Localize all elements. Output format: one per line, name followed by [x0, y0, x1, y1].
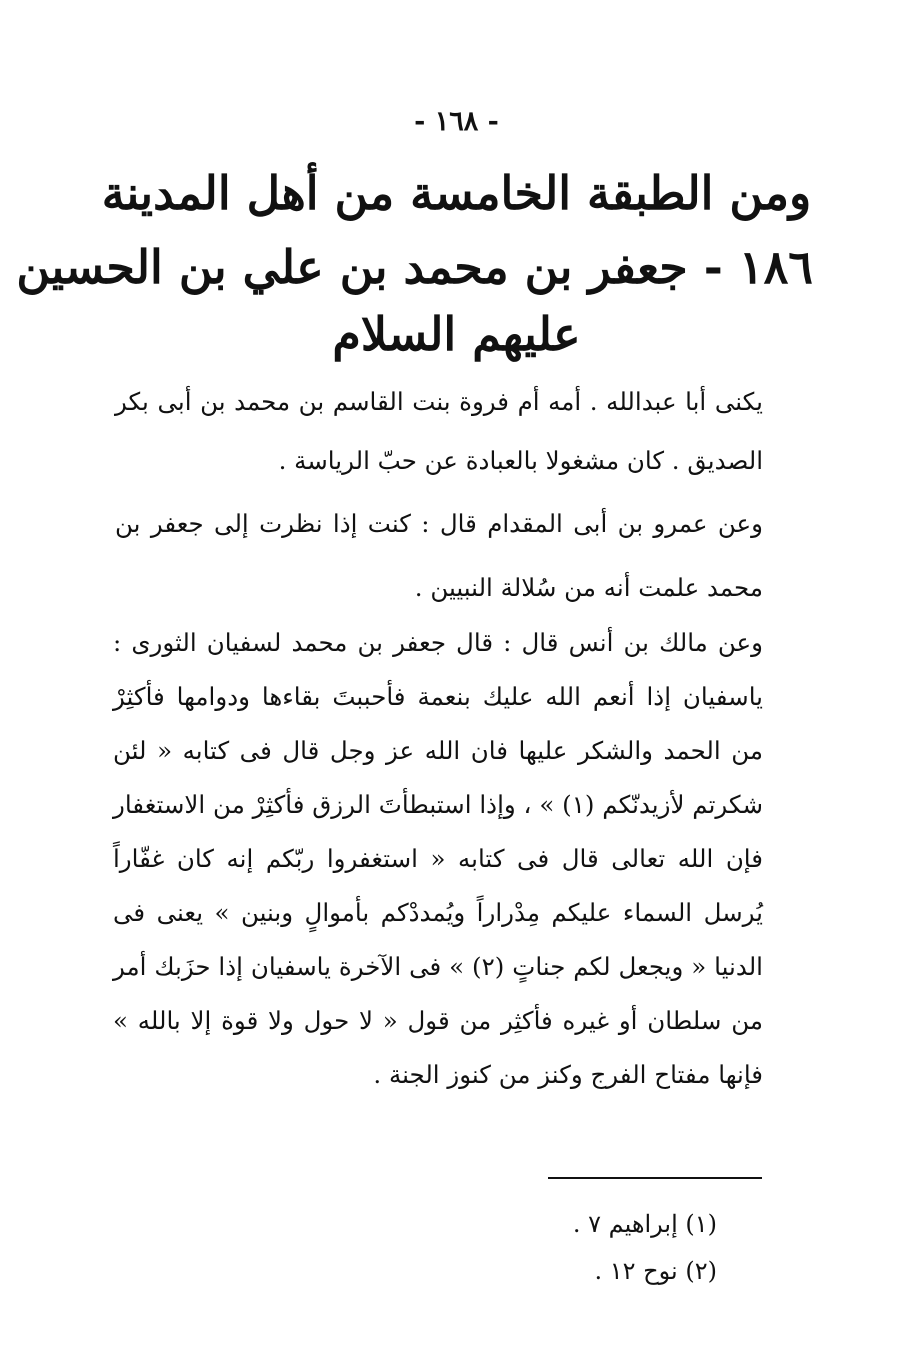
page-number: - ١٦٨ -	[414, 106, 499, 137]
section-heading: ومن الطبقة الخامسة من أهل المدينة	[101, 166, 812, 220]
paragraph-malik-quote: وعن مالك بن أنس قال : قال جعفر بن محمد لسفيان الثورى : ياسفيان إذا أنعم الله عليك بنعمة فأحببتَ بقاءها ودوامها فأكثِرْ من الحمد والشكر عليها فان الله عز وجل قال فى كتابه « لئن شكرتم لأزيدنّكم (١) » ، وإذا استبطأتَ الرزق فأكثِرْ من الاستغفار فإن الله تعالى قال فى كتابه « استغفروا ربّكم إنه كان غفّاراً يُرسل السماء عليكم مِدْراراً ويُمددْكم بأموالٍ وبنين » يعنى فى الدنيا « ويجعل لكم جناتٍ (٢) » فى الآخرة ياسفيان إذا حزَبك أمر من سلطان أو غيره فأكثِر من قول « لا حول ولا قوة إلا بالله » فإنها مفتاح الفرج وكنز من كنوز الجنة .	[113, 628, 763, 1089]
entry-heading: ١٨٦ - جعفر بن محمد بن علي بن الحسين	[16, 240, 813, 294]
paragraph-amr-quote: وعن عمرو بن أبى المقدام قال : كنت إذا نظرت إلى جعفر بن محمد علمت أنه من سُلالة النبيين .	[115, 509, 763, 602]
footnote-2: (٢) نوح ١٢ .	[594, 1257, 717, 1285]
footnote-separator	[548, 1177, 762, 1179]
footnote-1: (١) إبراهيم ٧ .	[572, 1210, 717, 1238]
blessing-heading: عليهم السلام	[332, 307, 581, 361]
paragraph-kunya: يكنى أبا عبدالله . أمه أم فروة بنت القاسم بن محمد بن أبى بكر الصديق . كان مشغولا بالعبادة عن حبّ الرياسة .	[115, 387, 763, 475]
